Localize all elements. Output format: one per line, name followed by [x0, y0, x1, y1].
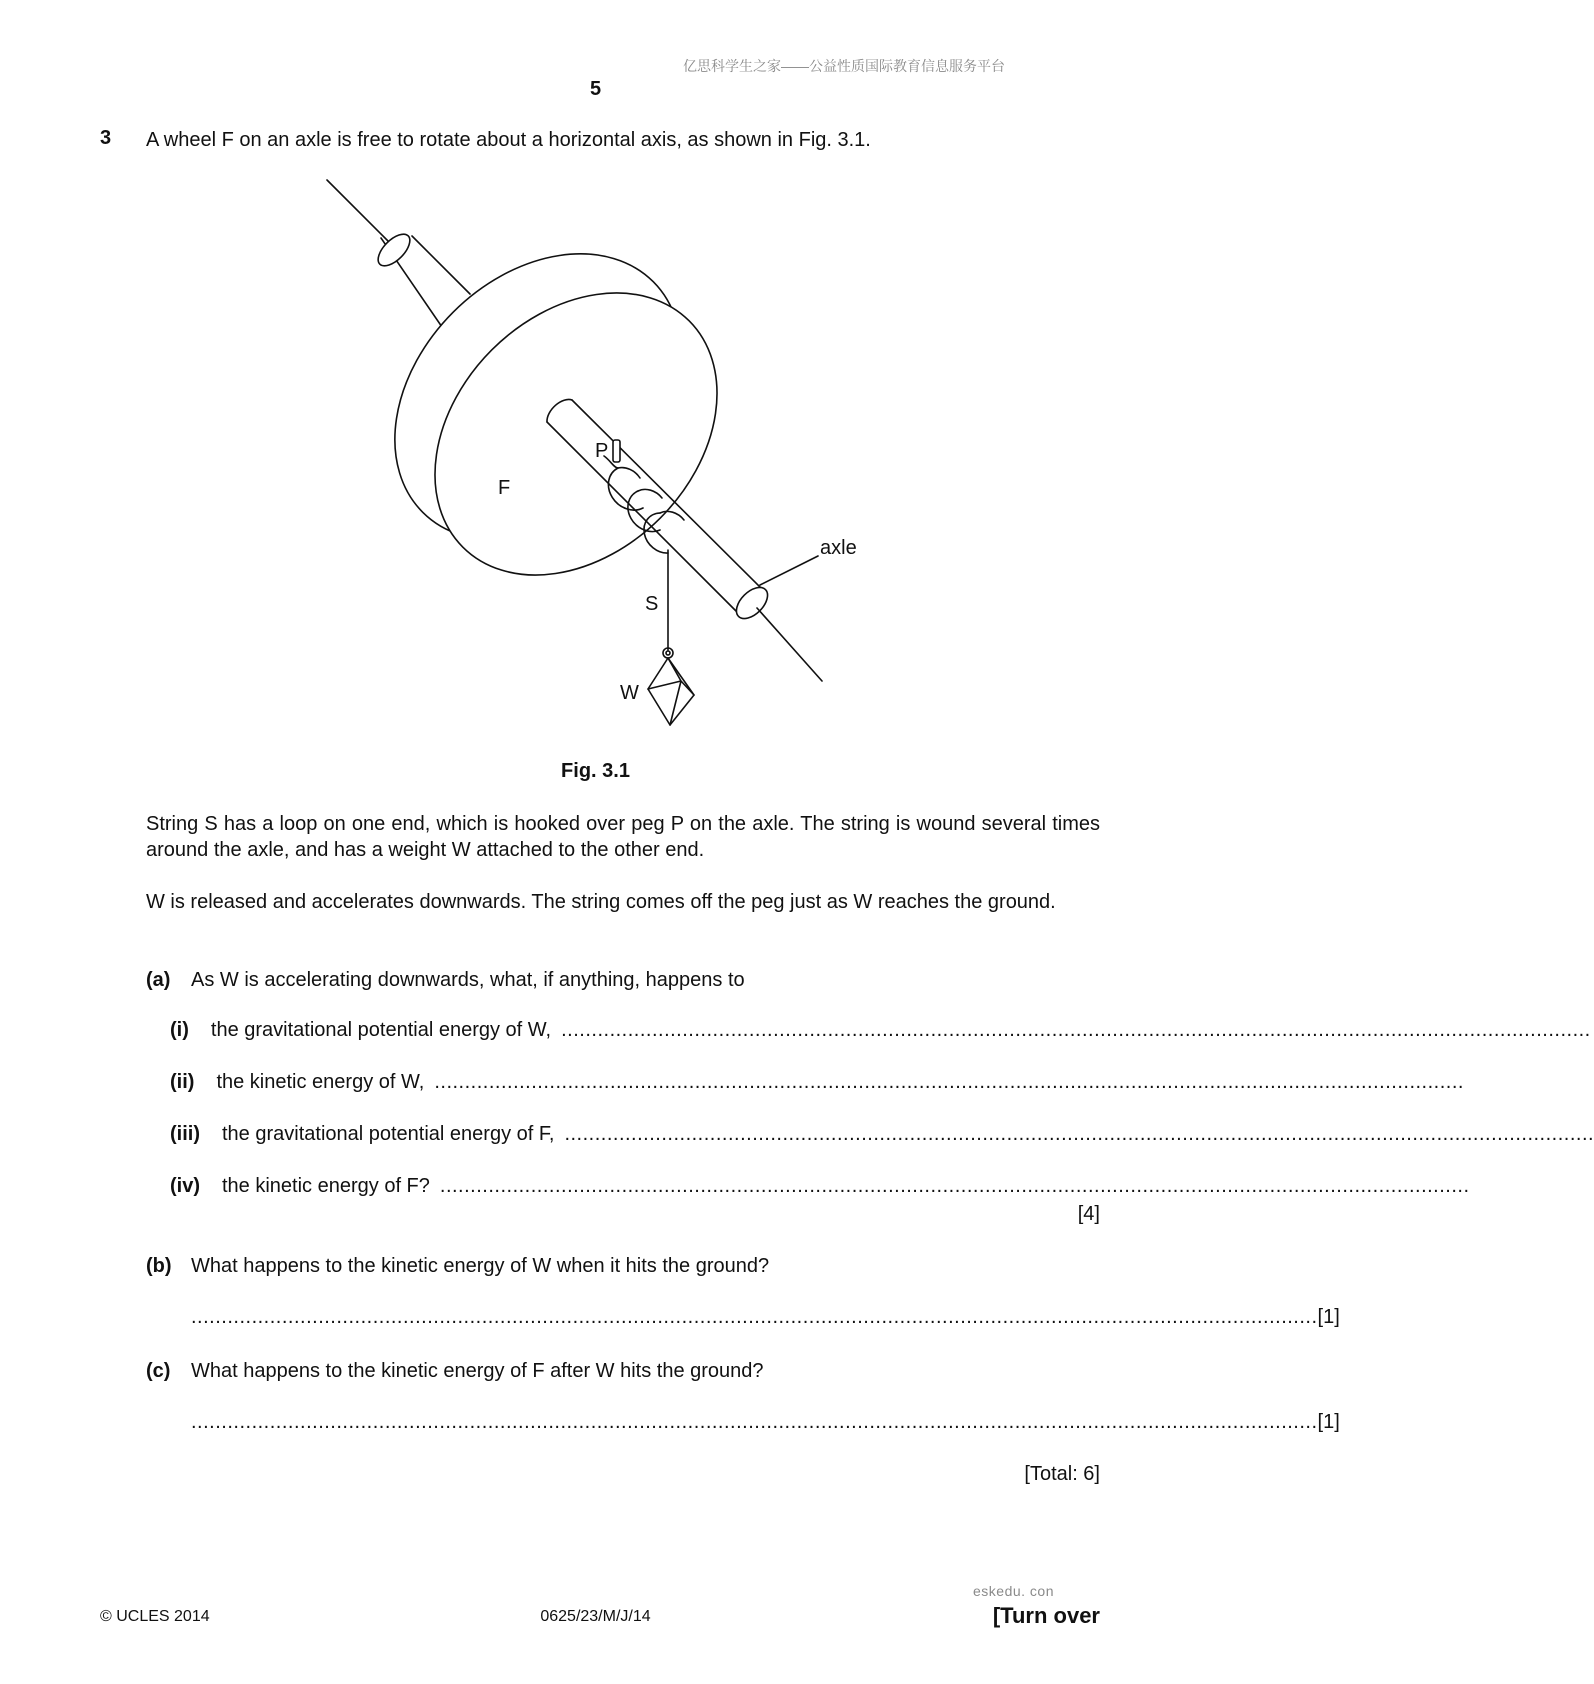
label-axle: axle	[820, 537, 857, 559]
part-a-marks: [4]	[1077, 1203, 1100, 1225]
label-f: F	[498, 477, 511, 499]
part-a-ii-text: the kinetic energy of W,	[216, 1071, 425, 1093]
part-b-answer-row	[191, 1306, 1340, 1329]
part-a-i-text: the gravitational potential energy of W,	[210, 1019, 552, 1041]
part-a-ii-label: (ii)	[170, 1071, 195, 1093]
figure-wheel-axle	[300, 170, 880, 730]
part-c-marks: [1]	[1317, 1411, 1340, 1433]
answer-line-a-iv[interactable]: ..........................................................................................................................................................................	[439, 1175, 1470, 1197]
wheel-axle-diagram	[300, 170, 880, 730]
back-rod-line	[327, 180, 388, 241]
back-stub-edge-upper	[412, 236, 470, 294]
label-w: W	[620, 682, 639, 704]
part-c-label: (c)	[146, 1360, 171, 1382]
part-a-iii-text: the gravitational potential energy of F,	[222, 1123, 555, 1145]
footer-copyright: © UCLES 2014	[100, 1608, 210, 1625]
axle-leader-line	[760, 556, 818, 585]
part-a-iii-row	[170, 1123, 1594, 1146]
question-intro: A wheel F on an axle is free to rotate about a horizontal axis, as shown in Fig. 3.1.	[146, 129, 871, 151]
footer-turn-over: [Turn over	[992, 1603, 1100, 1628]
part-c-text: What happens to the kinetic energy of F after W hits the ground?	[191, 1360, 764, 1382]
label-s: S	[645, 593, 659, 615]
weight-w	[648, 658, 694, 725]
watermark-text: 亿思科学生之家——公益性质国际教育信息服务平台	[683, 58, 1005, 74]
question-number: 3	[100, 127, 112, 149]
total-marks: [Total: 6]	[1024, 1463, 1100, 1485]
part-a-iv-row	[170, 1175, 1470, 1198]
part-a-iv-label: (iv)	[170, 1175, 200, 1197]
paragraph-string: String S has a loop on one end, which is hooked over peg P on the axle. The string is wound several times around the axle, and has a weight W attached to the other end.	[146, 813, 1100, 861]
front-rod-line	[757, 608, 822, 681]
part-b-label: (b)	[146, 1255, 172, 1277]
peg-p	[613, 440, 620, 462]
back-stub-end	[373, 229, 415, 271]
part-a-i-label: (i)	[170, 1019, 189, 1041]
front-axle-end	[731, 582, 773, 624]
label-p: P	[595, 440, 609, 462]
part-c-answer-row	[191, 1411, 1340, 1434]
answer-line-c[interactable]: ..........................................................................................................................................................................................	[191, 1411, 1318, 1433]
part-b-text: What happens to the kinetic energy of W when it hits the ground?	[191, 1255, 770, 1277]
weight-hook-inner	[666, 651, 670, 655]
part-a-label: (a)	[146, 969, 171, 991]
part-a-text: As W is accelerating downwards, what, if anything, happens to	[191, 969, 745, 991]
answer-line-a-i[interactable]: ..........................................................................................................................................................................	[561, 1019, 1591, 1041]
answer-line-a-ii[interactable]: ..........................................................................................................................................................................	[434, 1071, 1464, 1093]
figure-caption: Fig. 3.1	[561, 760, 630, 782]
eskedu-watermark: eskedu. con	[973, 1583, 1054, 1599]
part-a-iv-text: the kinetic energy of F?	[222, 1175, 430, 1197]
part-a-ii-row	[170, 1071, 1464, 1094]
part-a-i-row	[170, 1019, 1591, 1042]
answer-line-a-iii[interactable]: ..........................................................................................................................................................................	[564, 1123, 1594, 1145]
paragraph-release: W is released and accelerates downwards. The string comes off the peg just as W reaches the ground.	[146, 891, 1056, 913]
page-number: 5	[589, 78, 602, 100]
part-b-marks: [1]	[1317, 1306, 1340, 1328]
answer-line-b[interactable]: ..........................................................................................................................................................................................	[191, 1306, 1318, 1328]
footer-paper-code: 0625/23/M/J/14	[540, 1608, 651, 1625]
part-a-iii-label: (iii)	[170, 1123, 200, 1145]
